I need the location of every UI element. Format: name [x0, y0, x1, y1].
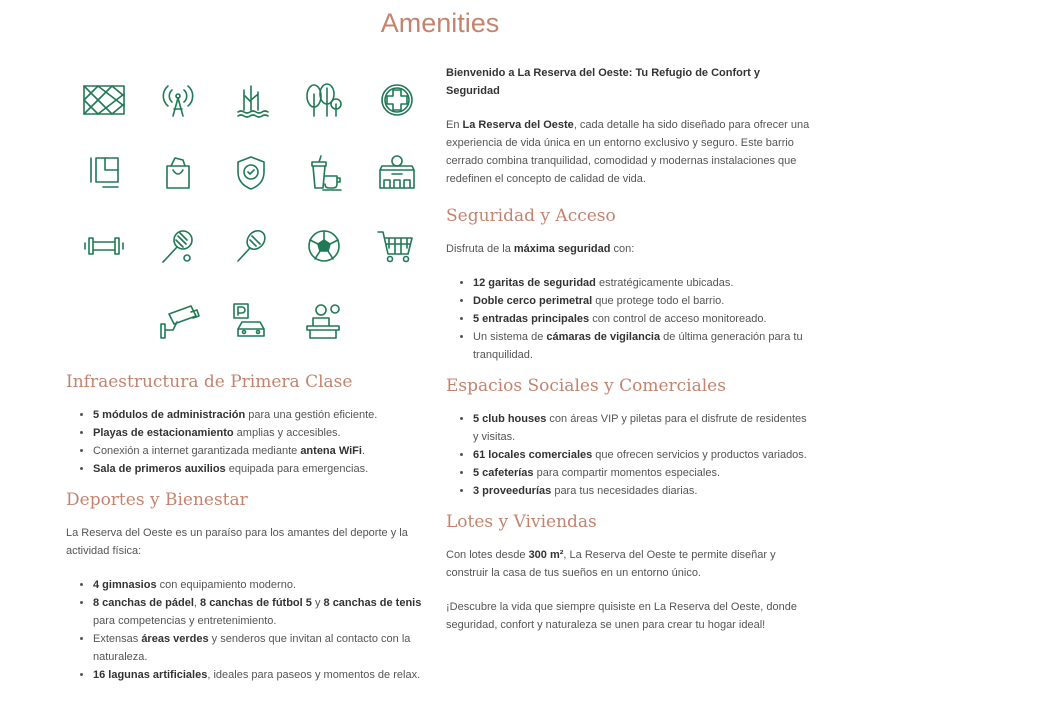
- bold-text: 5 entradas principales: [473, 313, 590, 325]
- list-item: [93, 594, 432, 630]
- bold-text: 12 garitas de seguridad: [473, 277, 596, 289]
- bold-text: 8 canchas de tenis: [323, 597, 422, 609]
- text: con control de acceso monitoreado.: [589, 313, 767, 325]
- list-item: [473, 274, 812, 292]
- bold-text: 3 proveedurías: [473, 485, 552, 497]
- text: , ideales para paseos y momentos de relax.: [207, 669, 421, 681]
- coffee-cups-icon: [296, 144, 352, 200]
- lot-grid-icon: [76, 72, 132, 128]
- left-column: [66, 370, 432, 694]
- bullet-list: [66, 406, 432, 478]
- shopping-cart-icon: [369, 218, 425, 274]
- text: , cada detalle ha sido diseñado para ofrecer una experiencia de vida única en un entorno exclusivo y seguro. Este barrio cerrado combina tranquilidad, comodidad y modernas instalaciones que redefinen el concepto de calidad de vida.: [446, 119, 810, 185]
- text: estratégicamente ubicadas.: [595, 277, 734, 289]
- text: que protege todo el barrio.: [592, 295, 725, 307]
- parking-icon: [223, 292, 279, 348]
- floor-plan-icon: [76, 144, 132, 200]
- bold-text: 16 lagunas artificiales: [93, 669, 208, 681]
- tennis-racket-icon: [223, 218, 279, 274]
- list-item: [93, 406, 432, 424]
- paragraph: [446, 64, 812, 100]
- list-item: [473, 310, 812, 328]
- section-heading: Espacios Sociales y Comerciales: [446, 376, 726, 396]
- bold-text: Sala de primeros auxilios: [93, 463, 226, 475]
- paragraph: [446, 116, 812, 188]
- administration-desk-icon: [296, 292, 352, 348]
- text: con equipamiento moderno.: [156, 579, 297, 591]
- list-item: [473, 328, 812, 364]
- bold-text: máxima seguridad: [513, 243, 611, 255]
- text: y senderos que invitan al contacto con la naturaleza.: [93, 633, 411, 663]
- section-heading: Lotes y Viviendas: [446, 512, 597, 532]
- right-column: [446, 64, 812, 650]
- bold-text: 61 locales comerciales: [473, 449, 593, 461]
- text: para una gestión eficiente.: [245, 409, 378, 421]
- list-item: [473, 292, 812, 310]
- shopping-bag-icon: [150, 144, 206, 200]
- bullet-list: [446, 274, 812, 364]
- bold-text: 4 gimnasios: [93, 579, 157, 591]
- bold-text: 5 módulos de administración: [93, 409, 246, 421]
- soccer-ball-icon: [296, 218, 352, 274]
- bold-text: 300 m²: [528, 549, 564, 561]
- text: para competencias y entretenimiento.: [93, 615, 277, 627]
- bold-text: Doble cerco perimetral: [473, 295, 593, 307]
- text: Disfruta de la: [446, 243, 514, 255]
- security-camera-icon: [150, 292, 206, 348]
- section-heading: Infraestructura de Primera Clase: [66, 372, 353, 392]
- page-title: Amenities: [380, 8, 500, 38]
- list-item: [93, 666, 432, 684]
- list-item: [473, 464, 812, 482]
- bullet-list: [66, 576, 432, 684]
- padel-racket-icon: [150, 218, 206, 274]
- bullet-list: [446, 410, 812, 500]
- wifi-antenna-icon: [150, 72, 206, 128]
- text: La Reserva del Oeste es un paraíso para los amantes del deporte y la actividad física:: [66, 527, 408, 557]
- bold-text: 5 club houses: [473, 413, 547, 425]
- text: ¡Descubre la vida que siempre quisiste en La Reserva del Oeste, donde seguridad, confort y naturaleza se unen para crear tu hogar ideal!: [446, 601, 797, 631]
- bold-text: La Reserva del Oeste: [462, 119, 574, 131]
- dumbbell-icon: [76, 218, 132, 274]
- text: para tus necesidades diarias.: [551, 485, 698, 497]
- list-item: [93, 576, 432, 594]
- text: con:: [610, 243, 635, 255]
- text: En: [446, 119, 463, 131]
- list-item: [473, 482, 812, 500]
- list-item: [473, 446, 812, 464]
- text: que ofrecen servicios y productos variados.: [592, 449, 807, 461]
- trees-icon: [296, 72, 352, 128]
- text: ,: [193, 597, 201, 609]
- text: , La Reserva del Oeste te permite diseñar y construir la casa de tus sueños en un entorno único.: [446, 549, 776, 579]
- text: equipada para emergencias.: [225, 463, 369, 475]
- list-item: [473, 410, 812, 446]
- bold-text: áreas verdes: [141, 633, 209, 645]
- text: .: [361, 445, 366, 457]
- text: y: [311, 597, 324, 609]
- bold-text: Bienvenido a La Reserva del Oeste: Tu Refugio de Confort y Seguridad: [446, 67, 760, 97]
- first-aid-icon: [369, 72, 425, 128]
- bold-text: Playas de estacionamiento: [93, 427, 234, 439]
- lagoon-reeds-icon: [223, 72, 279, 128]
- bold-text: 8 canchas de pádel: [93, 597, 194, 609]
- section-heading: Seguridad y Acceso: [446, 206, 616, 226]
- paragraph: [446, 240, 812, 258]
- bold-text: 5 cafeterías: [473, 467, 534, 479]
- bold-text: antena WiFi: [300, 445, 362, 457]
- text: con áreas VIP y piletas para el disfrute de residentes y visitas.: [473, 413, 807, 443]
- paragraph: [446, 546, 812, 582]
- list-item: [93, 460, 432, 478]
- list-item: [93, 442, 432, 460]
- store-building-icon: [369, 144, 425, 200]
- section-heading: Deportes y Bienestar: [66, 490, 248, 510]
- text: de última generación para tu tranquilidad.: [473, 331, 803, 361]
- text: Un sistema de: [473, 331, 547, 343]
- text: Extensas: [93, 633, 142, 645]
- paragraph: [446, 598, 812, 634]
- text: Conexión a internet garantizada mediante: [93, 445, 301, 457]
- bold-text: 8 canchas de fútbol 5: [200, 597, 312, 609]
- text: para compartir momentos especiales.: [533, 467, 721, 479]
- list-item: [93, 424, 432, 442]
- list-item: [93, 630, 432, 666]
- paragraph: [66, 524, 432, 560]
- text: Con lotes desde: [446, 549, 529, 561]
- security-shield-icon: [223, 144, 279, 200]
- bold-text: cámaras de vigilancia: [546, 331, 661, 343]
- text: amplias y accesibles.: [233, 427, 341, 439]
